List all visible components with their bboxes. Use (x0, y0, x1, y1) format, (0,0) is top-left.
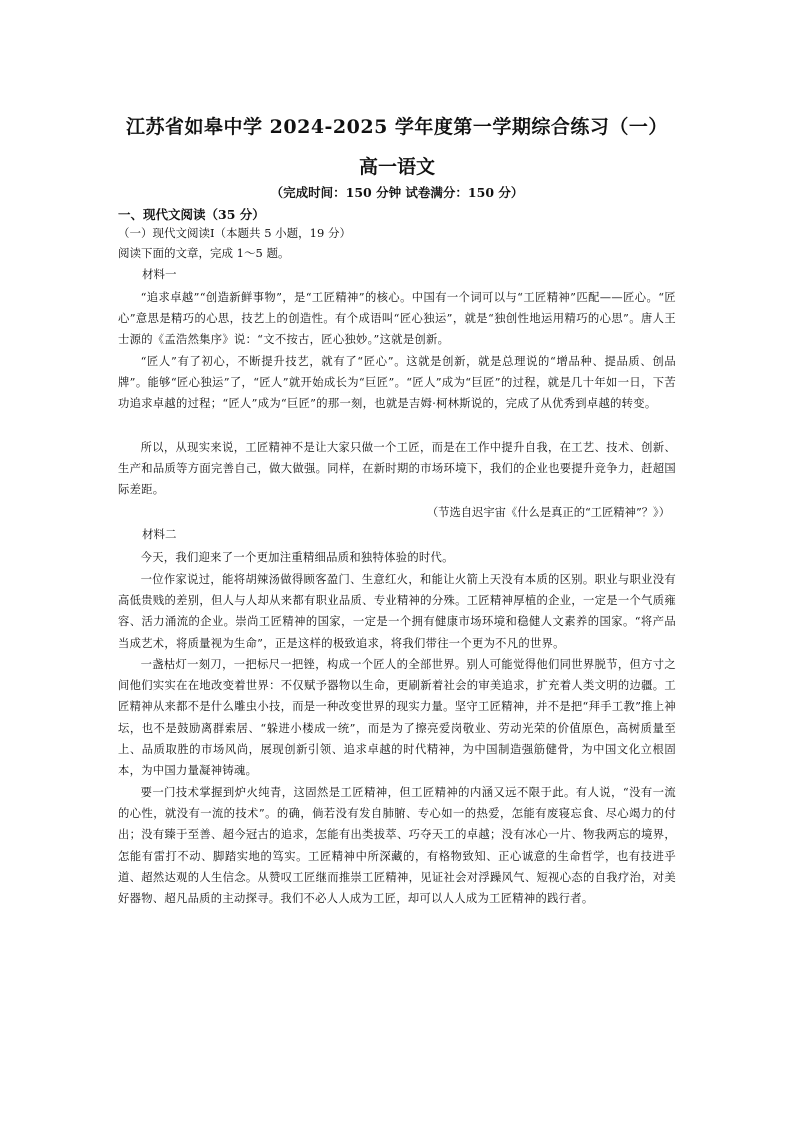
material-2-paragraph: 今天，我们迎来了一个更加注重精细品质和独特体验的时代。 (140, 551, 454, 564)
exam-title: 江苏省如皋中学 2024-2025 学年度第一学期综合练习（一） (126, 116, 668, 138)
material-1-label: 材料一 (142, 267, 177, 281)
subject-title: 高一语文 (358, 156, 435, 178)
reading-instruction: 阅读下面的文章，完成 1～5 题。 (118, 246, 290, 260)
section-heading: 一、现代文阅读（35 分） (118, 207, 265, 222)
exam-info: （完成时间：150 分钟 试卷满分：150 分） (270, 185, 524, 200)
material-1-paragraph: “匠人”有了初心，不断提升技艺，就有了“匠心”。这就是创新，就是总理说的“增品种、提品质、创品牌”。能够“匠心独运”了，“匠人”就开始成长为“巨匠”。“匠人”成为“巨匠”的过程，就是几十年如一日，下苦功追求卓越的过程；“匠人”成为“巨匠”的那一刻，也就是吉姆·柯林斯说的，完成了从优秀到卓越的转变。 (118, 355, 676, 411)
material-1-paragraph: “追求卓越”“创造新鲜事物”，是“工匠精神”的核心。中国有一个词可以与“工匠精神”匹配——匠心。“匠心”意思是精巧的心思，技艺上的创造性。有个成语叫“匠心独运”，就是“独创性地运用精巧的心思”。唐人王士源的《孟浩然集序》说：“文不按古，匠心独妙。”这就是创新。 (118, 291, 676, 347)
material-2-paragraph: 一位作家说过，能将胡辣汤做得顾客盈门、生意红火，和能让火箭上天没有本质的区别。职业与职业没有高低贵贱的差别，但人与人却从来都有职业品质、专业精神的分殊。工匠精神厚植的企业，一定是一个气质雍容、活力涌流的企业。崇尚工匠精神的国家，一定是一个拥有健康市场环境和稳健人文素养的国家。“将产品当成艺术，将质量视为生命”，正是这样的极致追求，将我们带往一个更为不凡的世界。 (118, 573, 676, 650)
material-1-paragraph: 所以，从现实来说，工匠精神不是让大家只做一个工匠，而是在工作中提升自我，在工艺、技术、创新、生产和品质等方面完善自己，做大做强。同样，在新时期的市场环境下，我们的企业也要提升竞争力，赶超国际差距。 (118, 441, 676, 497)
section-subheading: （一）现代文阅读Ⅰ（本题共 5 小题，19 分） (118, 226, 351, 240)
material-2-paragraph: 要一门技术掌握到炉火纯青，这固然是工匠精神，但工匠精神的内涵又远不限于此。有人说，“没有一流的心性，就没有一流的技术”。的确，倘若没有发自肺腑、专心如一的热爱，怎能有废寝忘食、尽心竭力的付出；没有臻于至善、超今冠古的追求，怎能有出类拔萃、巧夺天工的卓越；没有冰心一片、物我两忘的境界，怎能有雷打不动、脚踏实地的笃实。工匠精神中所深藏的，有格物致知、正心诚意的生命哲学，也有技进乎道、超然达观的人生信念。从赞叹工匠继而推崇工匠精神，见证社会对浮躁风气、短视心态的自我疗治，对美好器物、超凡品质的主动探寻。我们不必人人成为工匠，却可以人人成为工匠精神的践行者。 (118, 786, 676, 906)
material-2-label: 材料二 (142, 527, 177, 541)
material-2-paragraph: 一盏枯灯一刻刀，一把标尺一把锉，构成一个匠人的全部世界。别人可能觉得他们同世界脱节，但方寸之间他们实实在在地改变着世界：不仅赋予器物以生命，更刷新着社会的审美追求，扩充着人类文明的边疆。工匠精神从来都不是什么雕虫小技，而是一种改变世界的现实力量。坚守工匠精神，并不是把“拜手工教”推上神坛，也不是鼓励离群索居、“躲进小楼成一统”，而是为了擦亮爱岗敬业、劳动光荣的价值原色，高树质量至上、品质取胜的市场风尚，展现创新引领、追求卓越的时代精神，为中国制造强筋健骨，为中国文化立根固本，为中国力量凝神铸魂。 (118, 658, 676, 778)
material-1-source: （节选自迟宇宙《什么是真正的“工匠精神”？》） (426, 506, 670, 519)
